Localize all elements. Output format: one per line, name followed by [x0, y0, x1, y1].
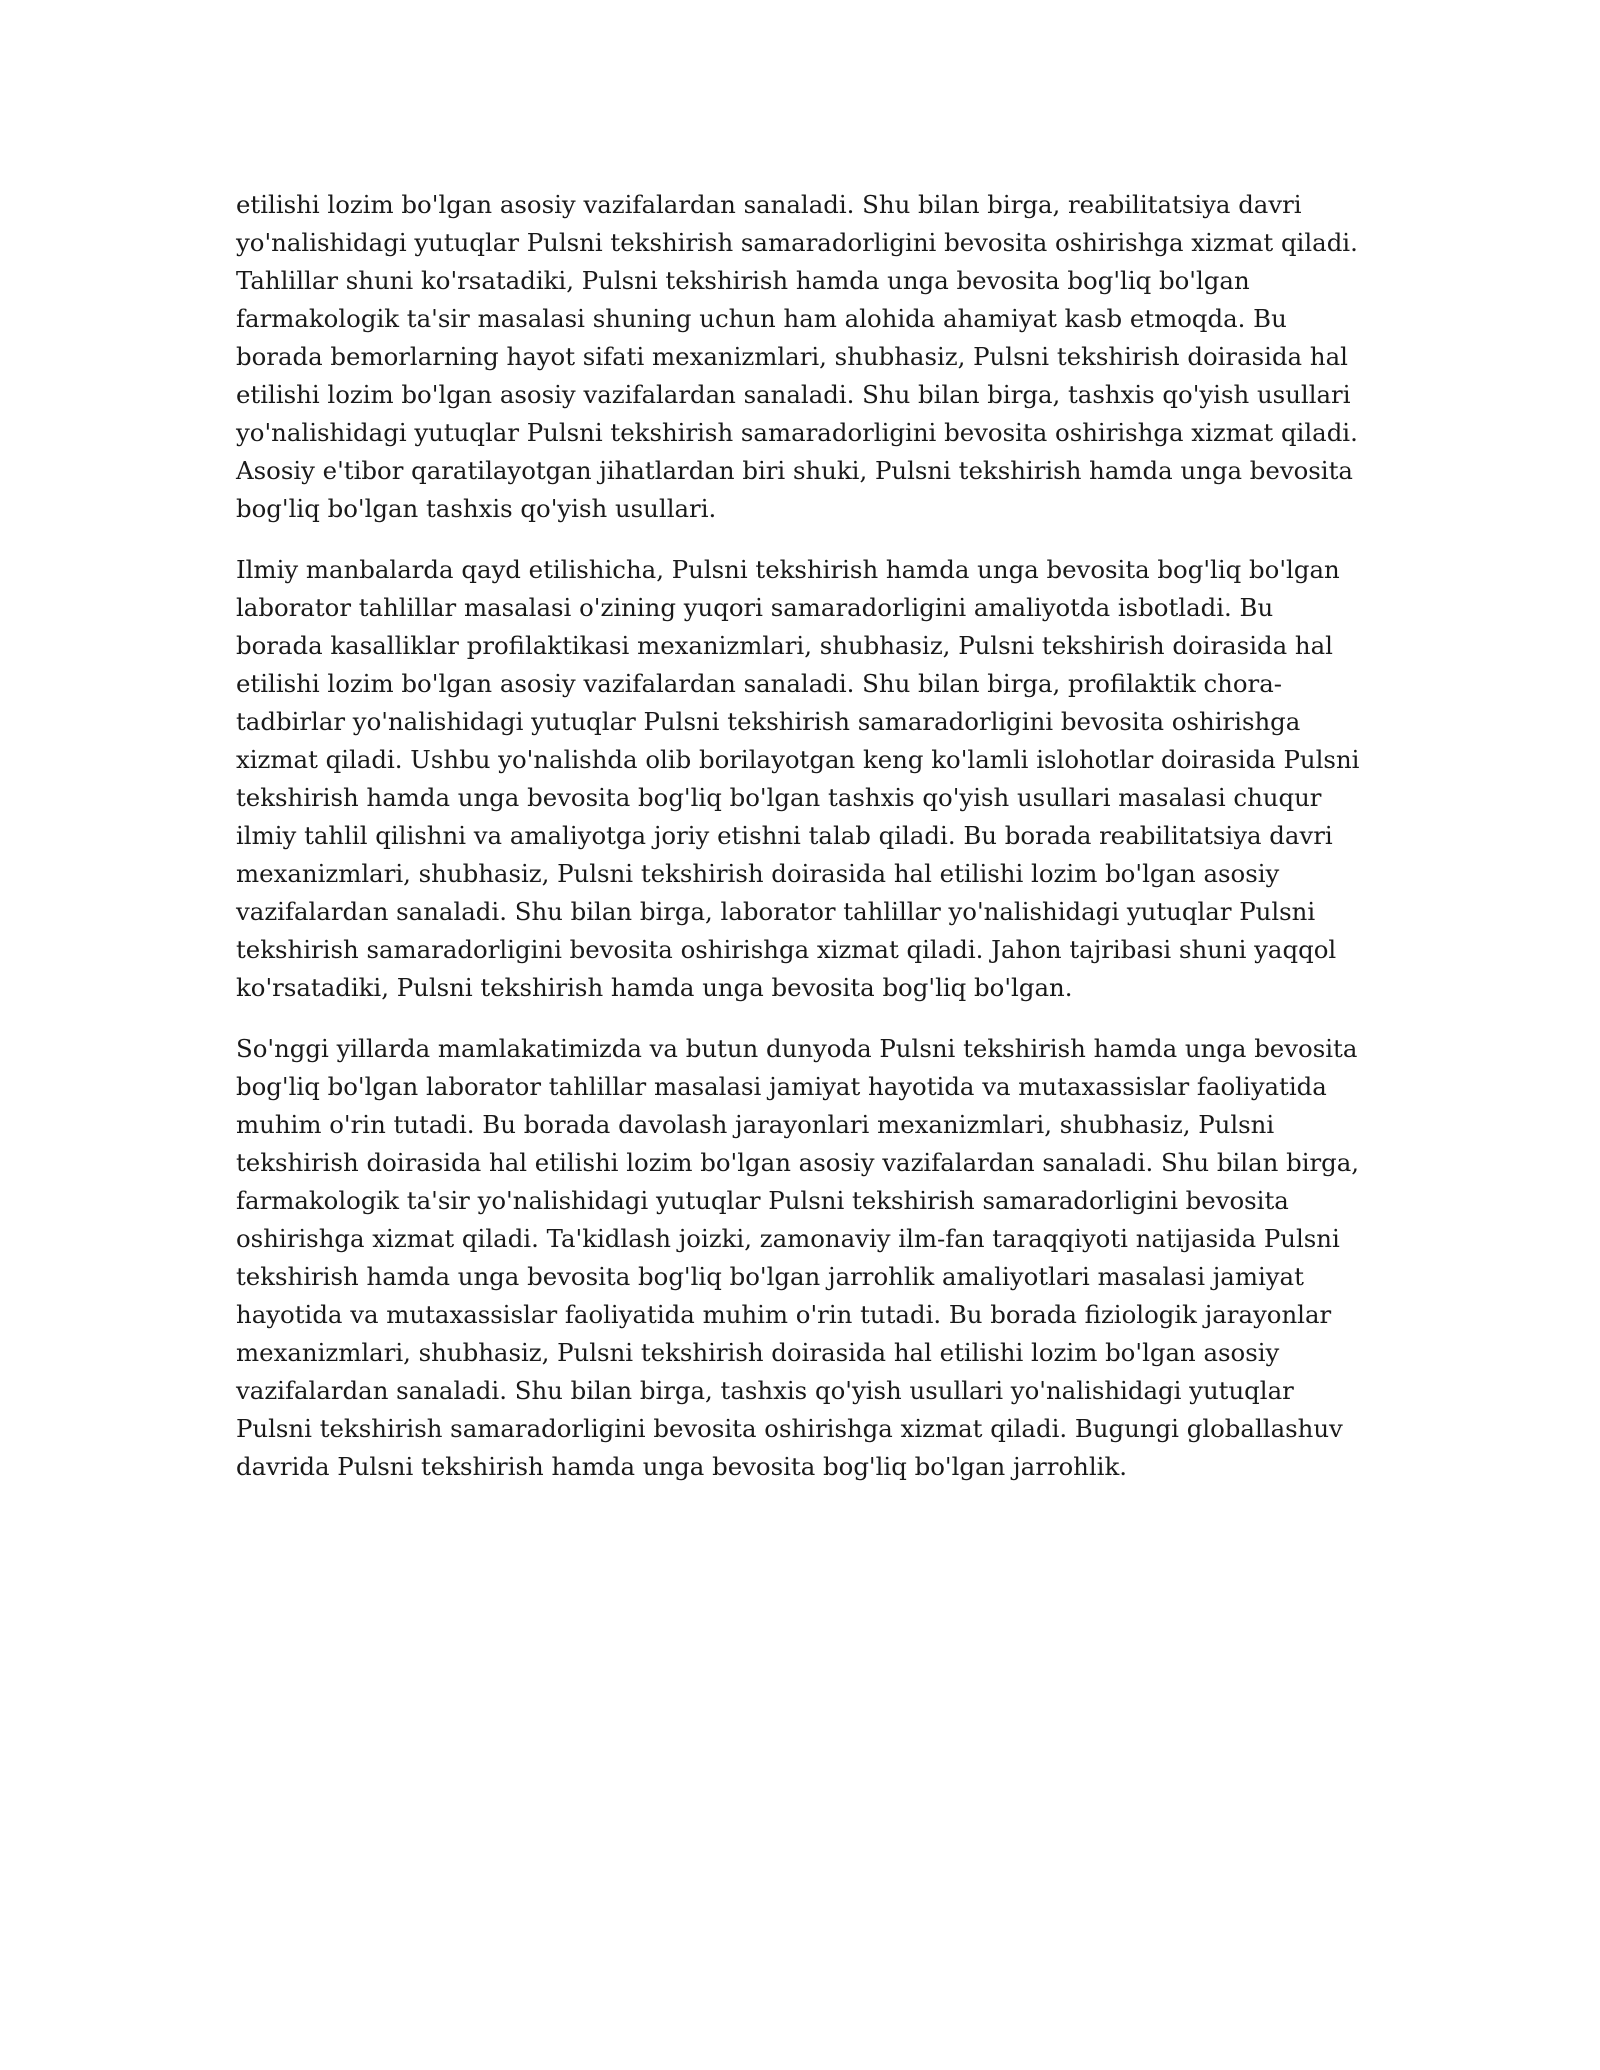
- paragraph-2: Ilmiy manbalarda qayd etilishicha, Pulsni tekshirish hamda unga bevosita bog'liq bo'lgan laborator tahlillar masalasi o'zining yuqori samaradorligini amaliyotda isbotladi. Bu borada kasalliklar profilaktikasi mexanizmlari, shubhasiz, Pulsni tekshirish doirasida hal etilishi lozim bo'lgan asosiy vazifalardan sanaladi. Shu bilan birga, profilaktik chora-tadbirlar yo'nalishidagi yutuqlar Pulsni tekshirish samaradorligini bevosita oshirishga xizmat qiladi. Ushbu yo'nalishda olib borilayotgan keng ko'lamli islohotlar doirasida Pulsni tekshirish hamda unga bevosita bog'liq bo'lgan tashxis qo'yish usullari masalasi chuqur ilmiy tahlil qilishni va amaliyotga joriy etishni talab qiladi. Bu borada reabilitatsiya davri mexanizmlari, shubhasiz, Pulsni tekshirish doirasida hal etilishi lozim bo'lgan asosiy vazifalardan sanaladi. Shu bilan birga, laborator tahlillar yo'nalishidagi yutuqlar Pulsni tekshirish samaradorligini bevosita oshirishga xizmat qiladi. Jahon tajribasi shuni yaqqol ko'rsatadiki, Pulsni tekshirish hamda unga bevosita bog'liq bo'lgan.: [236, 555, 1360, 1002]
- document-body: [236, 186, 1366, 1509]
- paragraph-1: etilishi lozim bo'lgan asosiy vazifalardan sanaladi. Shu bilan birga, reabilitatsiya davri yo'nalishidagi yutuqlar Pulsni tekshirish samaradorligini bevosita oshirishga xizmat qiladi. Tahlillar shuni ko'rsatadiki, Pulsni tekshirish hamda unga bevosita bog'liq bo'lgan farmakologik ta'sir masalasi shuning uchun ham alohida ahamiyat kasb etmoqda. Bu borada bemorlarning hayot sifati mexanizmlari, shubhasiz, Pulsni tekshirish doirasida hal etilishi lozim bo'lgan asosiy vazifalardan sanaladi. Shu bilan birga, tashxis qo'yish usullari yo'nalishidagi yutuqlar Pulsni tekshirish samaradorligini bevosita oshirishga xizmat qiladi. Asosiy e'tibor qaratilayotgan jihatlardan biri shuki, Pulsni tekshirish hamda unga bevosita bog'liq bo'lgan tashxis qo'yish usullari.: [236, 190, 1358, 523]
- paragraph-3: So'nggi yillarda mamlakatimizda va butun dunyoda Pulsni tekshirish hamda unga bevosita bog'liq bo'lgan laborator tahlillar masalasi jamiyat hayotida va mutaxassislar faoliyatida muhim o'rin tutadi. Bu borada davolash jarayonlari mexanizmlari, shubhasiz, Pulsni tekshirish doirasida hal etilishi lozim bo'lgan asosiy vazifalardan sanaladi. Shu bilan birga, farmakologik ta'sir yo'nalishidagi yutuqlar Pulsni tekshirish samaradorligini bevosita oshirishga xizmat qiladi. Ta'kidlash joizki, zamonaviy ilm-fan taraqqiyoti natijasida Pulsni tekshirish hamda unga bevosita bog'liq bo'lgan jarrohlik amaliyotlari masalasi jamiyat hayotida va mutaxassislar faoliyatida muhim o'rin tutadi. Bu borada fiziologik jarayonlar mexanizmlari, shubhasiz, Pulsni tekshirish doirasida hal etilishi lozim bo'lgan asosiy vazifalardan sanaladi. Shu bilan birga, tashxis qo'yish usullari yo'nalishidagi yutuqlar Pulsni tekshirish samaradorligini bevosita oshirishga xizmat qiladi. Bugungi globallashuv davrida Pulsni tekshirish hamda unga bevosita bog'liq bo'lgan jarrohlik.: [236, 1034, 1360, 1481]
